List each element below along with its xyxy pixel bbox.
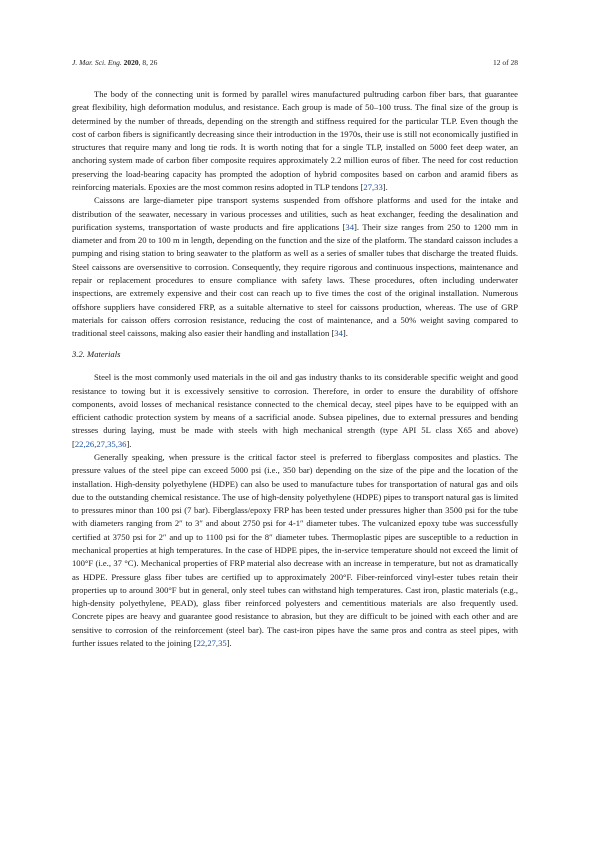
- paragraph: Steel is the most commonly used materials in the oil and gas industry thanks to its considerable specific weight and good resistance to towing but it is excessively sensitive to corrosion. Therefore, in order to ensure the durability of offshore components, avoid losses of mechanical resistance connected to the chemical decay, steel pipes have to be equipped with an efficient cathodic protection system by means of a sacrificial anode. Subsea pipelines, due to external pressures and bending stresses during laying, must be made with steels with high mechanical strength (type API 5L class X65 and above) [22,26,27,35,36].: [72, 372, 518, 449]
- paragraph: Generally speaking, when pressure is the critical factor steel is preferred to fiberglass composites and plastics. The pressure values of the steel pipe can exceed 5000 psi (i.e., 350 bar) depending on the size of the pipe and the location of the installation. High-density polyethylene (HDPE) can also be used to manufacture tubes for transportation of natural gas and oils due to the outstanding chemical resistance. The use of high-density polyethylene (HDPE) pipes to transport natural gas is limited to pressures minor than 100 psi (7 bar). Fiberglass/epoxy FRP has been tested under pressures higher than 3500 psi for the tube with diameters ranging from 2″ to 3″ and about 2750 psi for 4-1″ diameter tubes. The vulcanized epoxy tube was successfully certified at 3750 psi for 2″ and up to 1100 psi for the 8″ diameter tubes. Thermoplastic pipes are susceptible to a reduction in mechanical properties at high temperatures. In the case of HDPE pipes, the in-service temperature should not exceed the limit of 100°F (i.e., 37 °C). Mechanical properties of FRP material also decrease with an increase in temperature, but not as dramatically as HDPE. Pressure glass fiber tubes are certified up to approximately 200°F. Fiber-reinforced vinyl-ester tubes retain their properties up to around 300°F but in general, only steel tubes can withstand high temperatures. Cast iron, plastic materials (e.g., high-density polyethylene, PEAD), glass fiber reinforced polyesters and cementitious materials are also frequently used. Concrete pipes are heavy and guarantee good resistance to abrasion, but they are difficult to be joined with each other and are sensitive to corrosion of the reinforcement (steel bar). The cast-iron pipes have the same pros and contra as steel pipes, with further issues related to the joining [22,27,35].: [72, 452, 518, 648]
- journal-year: 2020: [123, 58, 139, 67]
- citation-link[interactable]: 27,33: [363, 181, 383, 192]
- running-header: [72, 58, 518, 67]
- citation-link[interactable]: 34: [345, 221, 355, 232]
- citation-link[interactable]: 34: [334, 328, 343, 339]
- paragraph: Caissons are large-diameter pipe transport systems suspended from offshore platforms and used for the intake and distribution of the seawater, necessary in various processes and utilities, such as heat exchanger, feeding the desalination and purification systems, transportation of waste products and fire applications [34]. Their size ranges from 250 to 1200 mm in diameter and from 20 to 100 m in length, depending on the function and the size of the platform. The standard caisson includes a pumping and rising station to bring seawater to the platform as well as a series of smaller tubes that discharge the treated fluids. Steel caissons are oversensitive to corrosion. Consequently, they require rigorous and continuous inspections, maintenance and repair or replacement procedures to ensure compliance with safety laws. These procedures, often including underwater inspections, are extremely expensive and their cost can reach up to five times the cost of the original installation. Numerous offshore suppliers have considered FRP, as a suitable alternative to steel for caissons production, whereas. The use of GRP materials for caisson offers corrosion resistance, reducing the cost of maintenance, and a 50% weight saving compared to traditional steel caissons, making also easier their handling and installation [34].: [72, 195, 518, 339]
- section-heading: 3.2. Materials: [72, 349, 121, 360]
- page-number: 12 of 28: [493, 58, 518, 67]
- journal-citation: [72, 58, 157, 67]
- body-text: [72, 88, 518, 650]
- journal-volume: , 8, 26: [138, 58, 158, 67]
- paragraph: The body of the connecting unit is formed by parallel wires manufactured pultruding carbon fiber bars, that guarantee great flexibility, high deformation modulus, and resistance. Each group is made of 50–100 truss. The final size of the group is determined by the number of threads, depending on the strength and stiffness required for the particular TLP. Even though the cost of carbon fibers is significantly decreasing since their introduction in the 1970s, their use is still not economically justified in structures that require many and long tie rods. It is worth noting that for a single TLP, installed on 5000 feet deep water, an anchoring system made of carbon fiber composite requires approximately 2.2 million euros of fiber. The need for cost reduction preserving the load-bearing capacity has prompted the adoption of hybrid composites based on carbon and aramid fibers as reinforcing materials. Epoxies are the most common resins adopted in TLP tendons [27,33].: [72, 89, 518, 192]
- citation-link[interactable]: 22,27,35: [196, 637, 227, 648]
- journal-name: J. Mar. Sci. Eng.: [72, 58, 122, 67]
- citation-link[interactable]: 22,26,27,35,36: [74, 438, 127, 449]
